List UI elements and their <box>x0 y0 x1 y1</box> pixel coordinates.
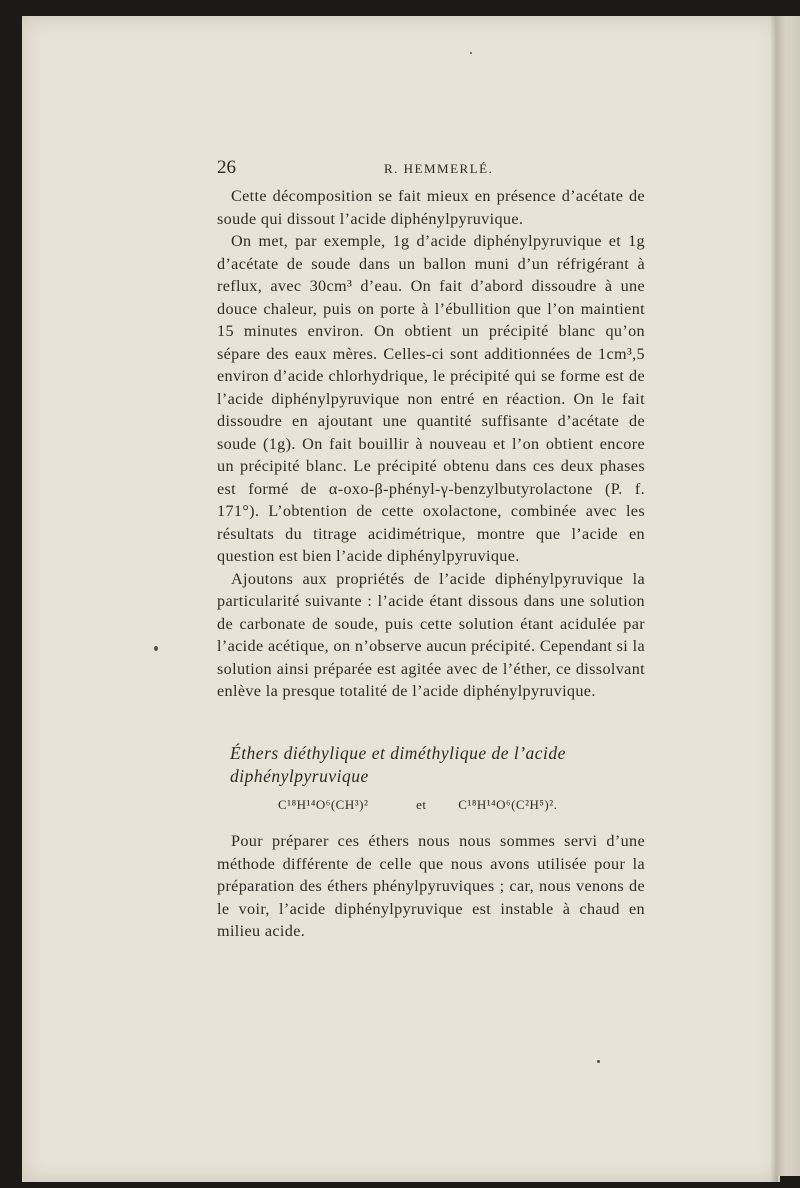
paper-speck <box>154 646 158 651</box>
paper-speck <box>470 52 472 54</box>
formula-diethyl: C¹⁸H¹⁴O⁶(C²H⁵)². <box>458 797 558 812</box>
paragraph: Cette décomposition se fait mieux en présence d’acétate de soude qui dissout l’acide diphénylpyruvique. <box>217 187 645 228</box>
closing-text <box>217 830 645 943</box>
section-title: Éthers diéthylique et diméthylique de l’acide diphénylpyruvique <box>230 743 566 786</box>
paper-speck <box>597 1060 600 1063</box>
formula-conjunction: et <box>416 797 427 812</box>
paragraph: Ajoutons aux propriétés de l’acide diphénylpyruvique la particularité suivante : l’acide étant dissous dans une solution de carbonate de soude, puis cette solution étant acidulée par l’acide acétique, on n’observe aucun précipité. Cependant si la solution ainsi préparée est agitée avec de l’éther, ce dissolvant enlève la presque totalité de l’acide diphénylpyruvique. <box>217 569 645 700</box>
formula-line <box>278 797 557 813</box>
formula-dimethyl: C¹⁸H¹⁴O⁶(CH³)² <box>278 797 369 812</box>
paragraph: Pour préparer ces éthers nous nous sommes servi d’une méthode différente de celle que nous avons utilisée pour la préparation des éthers phénylpyruviques ; car, nous venons de le voir, l’acide diphénylpyruvique est instable à chaud en milieu acide. <box>217 832 645 940</box>
paragraph: On met, par exemple, 1g d’acide diphénylpyruvique et 1g d’acétate de soude dans un ballon muni d’un réfrigérant à reflux, avec 30cm³ d’eau. On fait d’abord dissoudre à une douce chaleur, puis on porte à l’ébullition que l’on maintient 15 minutes environ. On obtient un précipité blanc qu’on sépare des eaux mères. Celles-ci sont additionnées de 1cm³,5 environ d’acide chlorhydrique, le précipité qui se forme est de l’acide diphénylpyruvique non entré en réaction. On le fait dissoudre en ajoutant une quantité suffisante d’acétate de soude (1g). On fait bouillir à nouveau et l’on obtient encore un précipité blanc. Le précipité obtenu dans ces deux phases est formé de α-oxo-β-phényl-γ-benzylbutyrolactone (P. f. 171°). L’obtention de cette oxolactone, combinée avec les résultats du titrage acidimétrique, montre que l’acide en question est bien l’acide diphénylpyruvique. <box>217 232 645 565</box>
running-head: R. HEMMERLÉ. <box>384 161 494 176</box>
body-text <box>217 185 645 703</box>
facing-page-edge <box>776 16 800 1176</box>
page-header <box>217 157 649 183</box>
page-number: 26 <box>217 157 236 178</box>
